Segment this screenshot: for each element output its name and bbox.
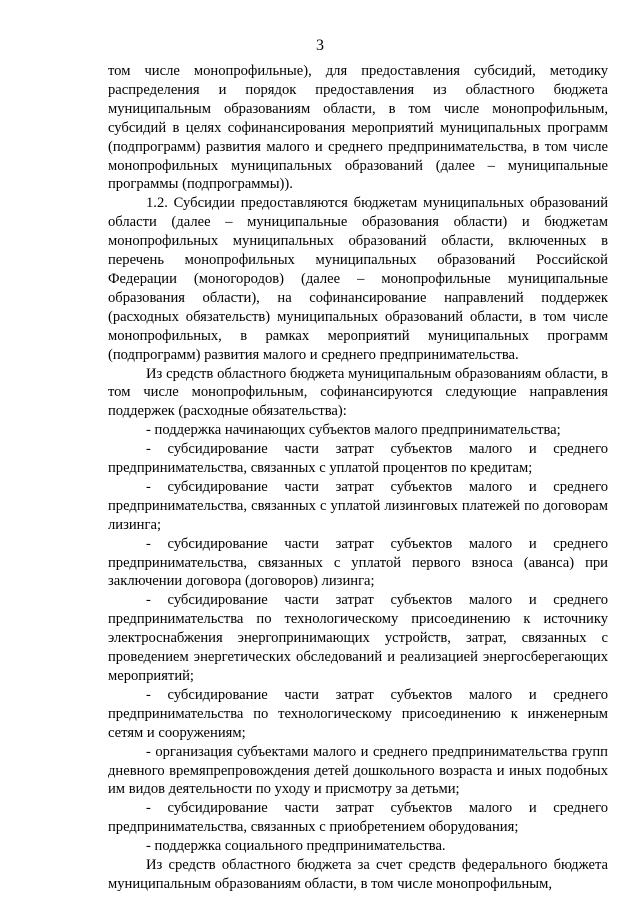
list-item: - поддержка социального предпринимательства. — [146, 838, 446, 855]
page-number: 3 — [316, 37, 324, 54]
list-item: - субсидирование части затрат субъектов малого и среднего предпринимательства, связанных с уплатой первого взноса (аванса) при заключении договора (договоров) лизинга; — [108, 535, 608, 590]
list-item: - организация субъектами малого и среднего предпринимательства групп дневного времяпрепровождения детей дошкольного возраста и иных подобных им видов деятельности по уходу и присмотру за детьми; — [108, 743, 608, 798]
paragraph: Из средств областного бюджета за счет средств федерального бюджета муниципальным образованиям области, в том числе монопрофильным, — [108, 857, 608, 892]
paragraph: Из средств областного бюджета муниципальным образованиям области, в том числе монопрофильным, софинансируются следующие направления поддержек (расходные обязательства): — [108, 365, 608, 420]
list-item: - субсидирование части затрат субъектов малого и среднего предпринимательства, связанных с приобретением оборудования; — [108, 800, 608, 836]
list-item: - субсидирование части затрат субъектов малого и среднего предпринимательства по технологическому присоединению к инженерным сетям и сооружениям; — [108, 686, 608, 741]
paragraph: 1.2. Субсидии предоставляются бюджетам муниципальных образований области (далее – муниципальные образования области) и бюджетам монопрофильных муниципальных образований области, включенных в перечень монопрофильных муниципальных образований Российской Федерации (моногородов) (далее – монопрофильные муниципальные образования области), на софинансирование направлений поддержек (расходных обязательств) муниципальных образований области, в том числе монопрофильных, в рамках мероприятий муниципальных программ (подпрограмм) развития малого и среднего предпринимательства. — [108, 195, 608, 363]
document-body — [108, 62, 608, 894]
list-item: - поддержка начинающих субъектов малого предпринимательства; — [146, 422, 561, 439]
list-item: - субсидирование части затрат субъектов малого и среднего предпринимательства, связанных с уплатой лизинговых платежей по договорам лизинга; — [108, 478, 608, 533]
list-item: - субсидирование части затрат субъектов малого и среднего предпринимательства, связанных с уплатой процентов по кредитам; — [108, 441, 608, 477]
list-item: - субсидирование части затрат субъектов малого и среднего предпринимательства по технологическому присоединению к источнику электроснабжения энергопринимающих устройств, затрат, связанных с проведением энергетических обследований и реализацией энергосберегающих мероприятий; — [108, 592, 608, 684]
paragraph: том числе монопрофильные), для предоставления субсидий, методику распределения и порядок предоставления из областного бюджета муниципальным образованиям области, в том числе монопрофильным, субсидий в целях софинансирования мероприятий муниципальных программ (подпрограмм) развития малого и среднего предпринимательства, в том числе монопрофильных муниципальных образований (далее – муниципальные программы (подпрограммы)). — [108, 63, 608, 193]
